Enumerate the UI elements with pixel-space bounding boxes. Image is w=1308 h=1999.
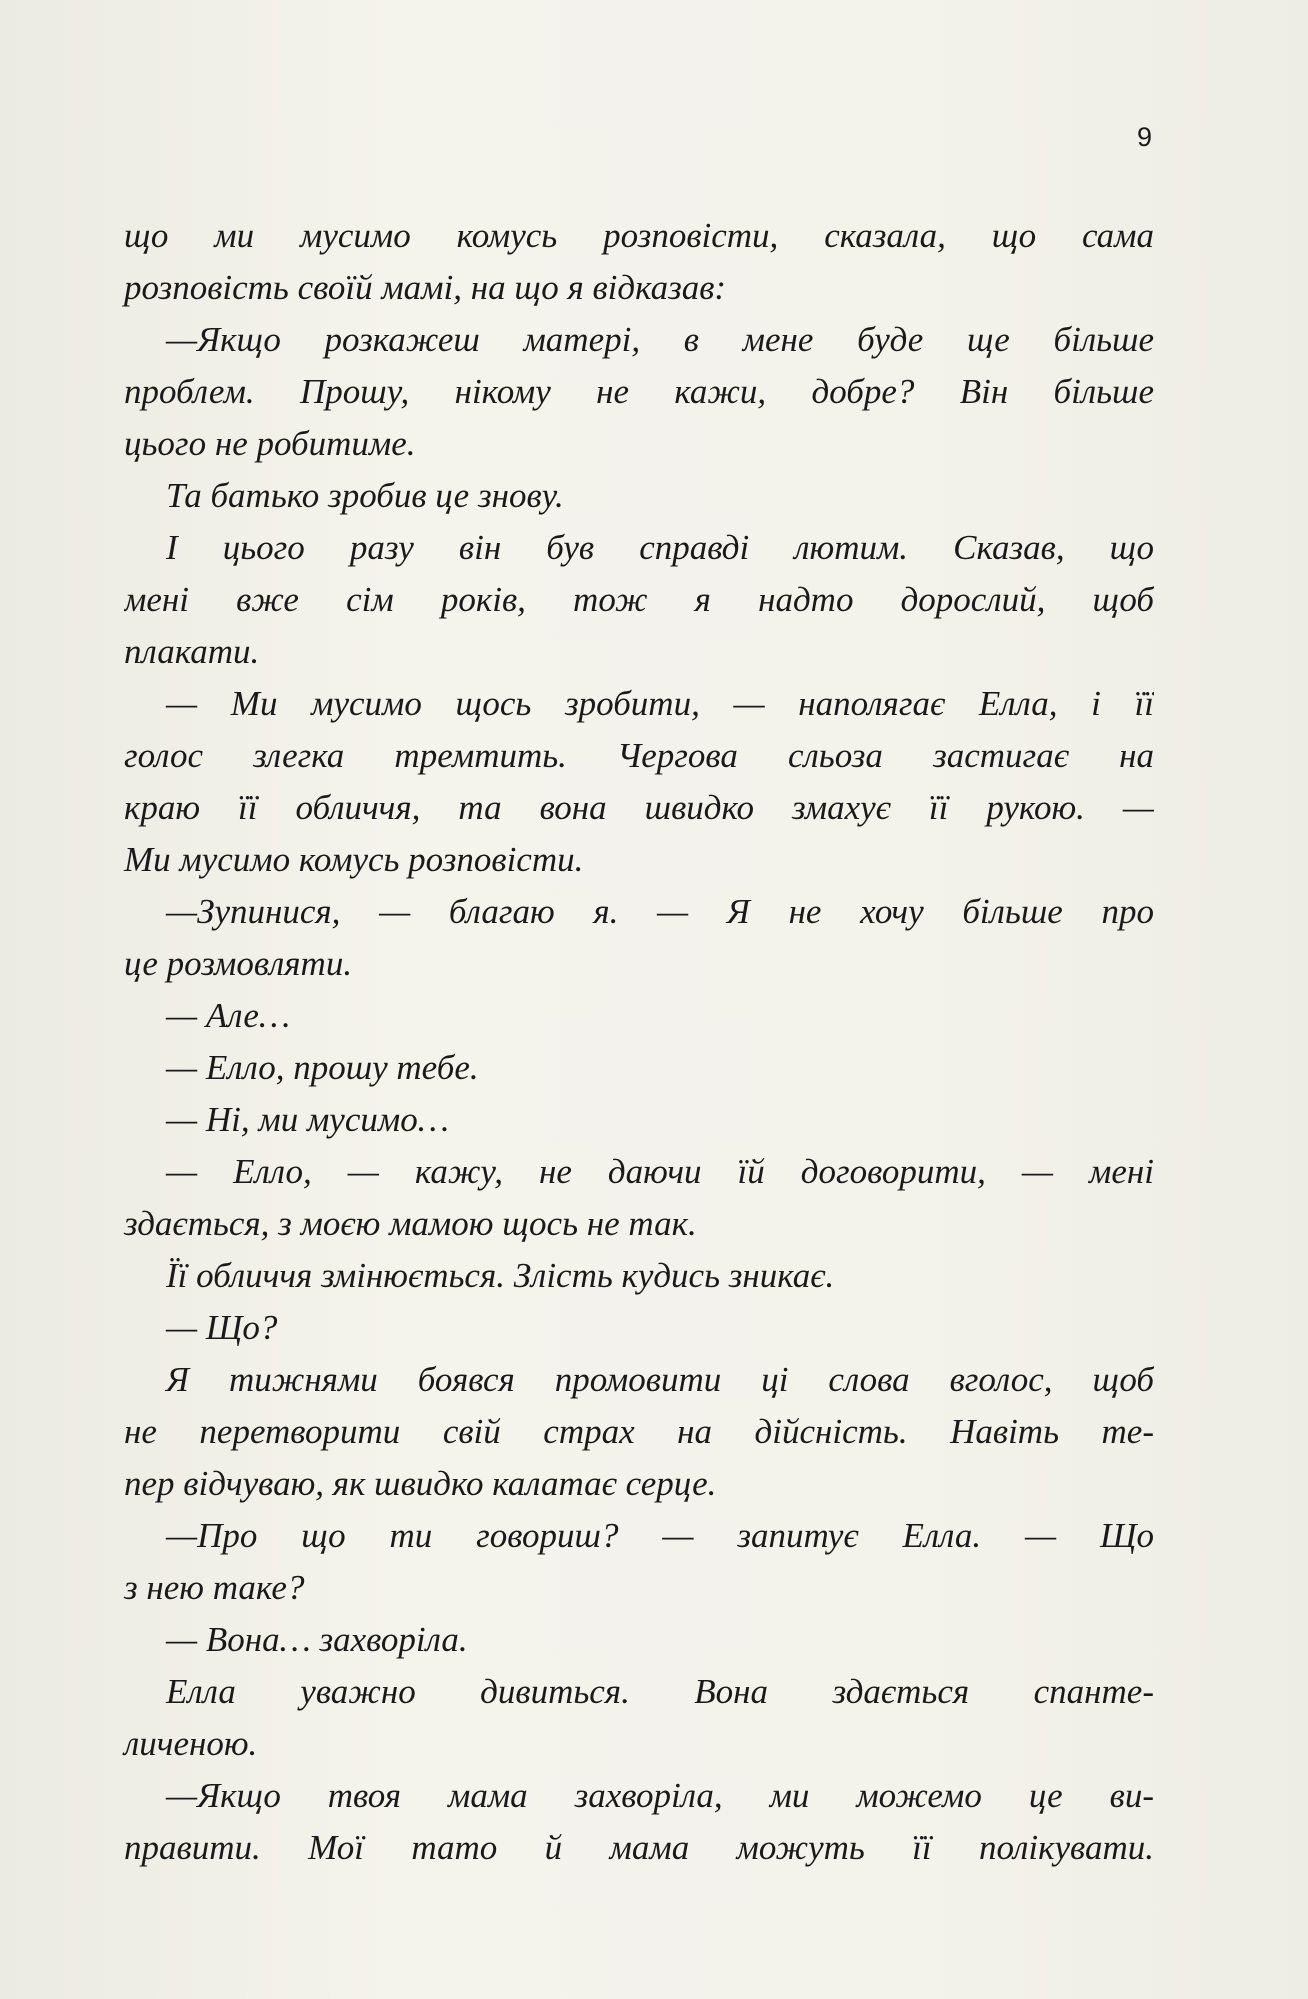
text-line: голос злегка тремтить. Чергова сльоза застигає на: [124, 736, 1154, 775]
text-line: — Що?: [166, 1308, 278, 1347]
text-line: проблем. Прошу, нікому не кажи, добре? Він більше: [124, 372, 1154, 411]
text-line: краю її обличчя, та вона швидко змахує її рукою. —: [124, 788, 1154, 827]
text-line: —Якщо розкажеш матері, в мене буде ще більше: [166, 320, 1154, 359]
text-line: мені вже сім років, тож я надто дорослий, щоб: [124, 580, 1154, 619]
text-line: личеною.: [124, 1724, 258, 1763]
page-number: 9: [1136, 122, 1152, 152]
text-line: — Елло, прошу тебе.: [166, 1048, 479, 1087]
text-line: не перетворити свій страх на дійсність. Навіть те-: [124, 1412, 1154, 1451]
text-line: Та батько зробив це знову.: [166, 476, 564, 515]
text-line: — Ні, ми мусимо…: [166, 1100, 449, 1139]
text-line: здається, з моєю мамою щось не так.: [124, 1204, 697, 1243]
text-line: Її обличчя змінюється. Злість кудись зникає.: [166, 1256, 835, 1295]
text-line: це розмовляти.: [124, 944, 353, 983]
text-line: Ми мусимо комусь розповісти.: [124, 840, 584, 879]
text-line: цього не робитиме.: [124, 424, 416, 463]
text-line: І цього разу він був справді лютим. Сказав, що: [166, 528, 1154, 567]
body-text: [124, 210, 1154, 1874]
text-line: —Зупинися, — благаю я. — Я не хочу більше про: [166, 892, 1154, 931]
text-line: Я тижнями боявся промовити ці слова вголос, щоб: [166, 1360, 1154, 1399]
text-line: з нею таке?: [124, 1568, 305, 1607]
text-line: — Вона… захворіла.: [166, 1620, 468, 1659]
text-line: — Елло, — кажу, не даючи їй договорити, — мені: [166, 1152, 1154, 1191]
text-line: правити. Мої тато й мама можуть її полікувати.: [124, 1828, 1154, 1867]
text-line: — Але…: [166, 996, 291, 1035]
text-line: — Ми мусимо щось зробити, — наполягає Елла, і її: [166, 684, 1154, 723]
text-line: пер відчуваю, як швидко калатає серце.: [124, 1464, 717, 1503]
text-line: що ми мусимо комусь розповісти, сказала, що сама: [124, 216, 1154, 255]
text-line: —Про що ти говориш? — запитує Елла. — Що: [166, 1516, 1154, 1555]
text-line: плакати.: [124, 632, 260, 671]
text-line: розповість своїй мамі, на що я відказав:: [124, 268, 727, 307]
text-line: Елла уважно дивиться. Вона здається спанте-: [166, 1672, 1154, 1711]
text-line: —Якщо твоя мама захворіла, ми можемо це ви-: [166, 1776, 1154, 1815]
